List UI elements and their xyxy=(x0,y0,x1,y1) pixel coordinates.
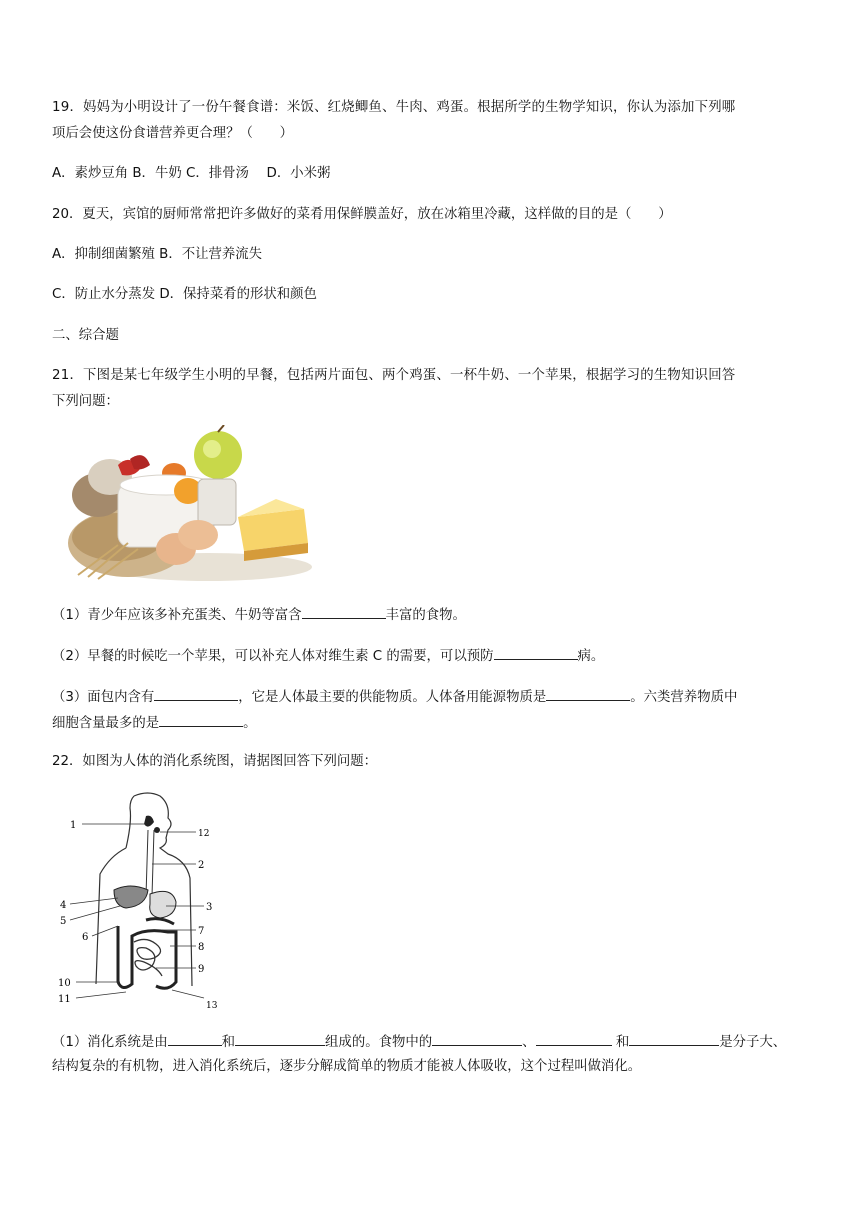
q21-sub2-text-after: 病。 xyxy=(577,649,605,664)
q21-sub3-text-d: 细胞含量最多的是 xyxy=(52,716,160,731)
q21-sub3-text-c: 。六类营养物质中 xyxy=(630,690,738,705)
diagram-label: 12 xyxy=(198,829,210,839)
q22-sub1-text-f: 是分子大、 xyxy=(719,1035,787,1050)
q22-sub1-text-c: 组成的。食物中的 xyxy=(325,1035,433,1050)
q19-stem-line2: 项后会使这份食谱营养更合理？（ ） xyxy=(52,126,294,141)
diagram-label: 7 xyxy=(198,926,205,937)
answer-blank[interactable] xyxy=(494,645,578,660)
answer-blank[interactable] xyxy=(154,686,238,701)
answer-blank[interactable] xyxy=(546,686,630,701)
q21-sub3-line1 xyxy=(52,686,737,708)
answer-blank[interactable] xyxy=(302,604,386,619)
q21-sub3-line2 xyxy=(52,712,257,734)
diagram-label: 5 xyxy=(60,916,67,927)
answer-blank[interactable] xyxy=(235,1031,325,1046)
diagram-label: 8 xyxy=(198,942,205,953)
q21-sub1-text-before: （1）青少年应该多补充蛋类、牛奶等富含 xyxy=(52,608,302,623)
q22-sub1-text-a: （1）消化系统是由 xyxy=(52,1035,168,1050)
diagram-label: 1 xyxy=(70,820,77,831)
answer-blank[interactable] xyxy=(168,1031,222,1046)
q21-sub3-text-a: （3）面包内含有 xyxy=(52,690,155,705)
diagram-label: 10 xyxy=(58,978,71,989)
answer-blank[interactable] xyxy=(159,712,243,727)
diagram-label: 9 xyxy=(198,964,205,975)
q20-stem: 20．夏天，宾馆的厨师常常把许多做好的菜肴用保鲜膜盖好，放在冰箱里冷藏，这样做的目的是（ ） xyxy=(52,207,672,222)
q19-options: A．素炒豆角 B．牛奶 C．排骨汤 D．小米粥 xyxy=(52,166,331,181)
section-heading: 二、综合题 xyxy=(52,328,119,343)
q21-sub1 xyxy=(52,604,466,626)
answer-blank[interactable] xyxy=(432,1031,522,1046)
q21-sub2-text-before: （2）早餐的时候吃一个苹果，可以补充人体对维生素 C 的需要，可以预防 xyxy=(52,649,494,664)
q20-options-row2: C．防止水分蒸发 D．保持菜肴的形状和颜色 xyxy=(52,287,317,302)
q20-options-row1: A．抑制细菌繁殖 B．不让营养流失 xyxy=(52,247,263,262)
q22-sub1-text-b: 和 xyxy=(221,1035,236,1050)
answer-blank[interactable] xyxy=(536,1031,612,1046)
diagram-label: 11 xyxy=(58,994,71,1005)
digestive-system-diagram xyxy=(56,786,226,1012)
q22-sub1-line1 xyxy=(52,1031,786,1053)
q22-stem: 22．如图为人体的消化系统图，请据图回答下列问题： xyxy=(52,754,378,769)
q21-sub2 xyxy=(52,645,604,667)
diagram-label: 13 xyxy=(206,1001,218,1011)
q21-sub1-text-after: 丰富的食物。 xyxy=(385,608,466,623)
q22-sub1-text-d: 、 xyxy=(522,1035,536,1050)
q21-sub3-text-e: 。 xyxy=(243,716,257,731)
answer-blank[interactable] xyxy=(629,1031,719,1046)
breakfast-image xyxy=(58,425,312,585)
q19-stem-line1: 19．妈妈为小明设计了一份午餐食谱：米饭、红烧鲫鱼、牛肉、鸡蛋。根据所学的生物学知识，你认为添加下列哪 xyxy=(52,100,736,115)
diagram-label: 2 xyxy=(198,860,205,871)
q21-sub3-text-b: ，它是人体最主要的供能物质。人体备用能源物质是 xyxy=(238,690,547,705)
q21-stem-line1: 21．下图是某七年级学生小明的早餐，包括两片面包、两个鸡蛋、一杯牛奶、一个苹果，根据学习的生物知识回答 xyxy=(52,368,736,383)
q22-sub1-text-e: 和 xyxy=(611,1035,630,1050)
q22-sub1-line2: 结构复杂的有机物，进入消化系统后，逐步分解成简单的物质才能被人体吸收，这个过程叫做消化。 xyxy=(52,1059,642,1074)
diagram-label: 6 xyxy=(82,932,89,943)
q21-stem-line2: 下列问题： xyxy=(52,394,119,409)
diagram-label: 3 xyxy=(206,902,213,913)
diagram-label: 4 xyxy=(60,900,67,911)
